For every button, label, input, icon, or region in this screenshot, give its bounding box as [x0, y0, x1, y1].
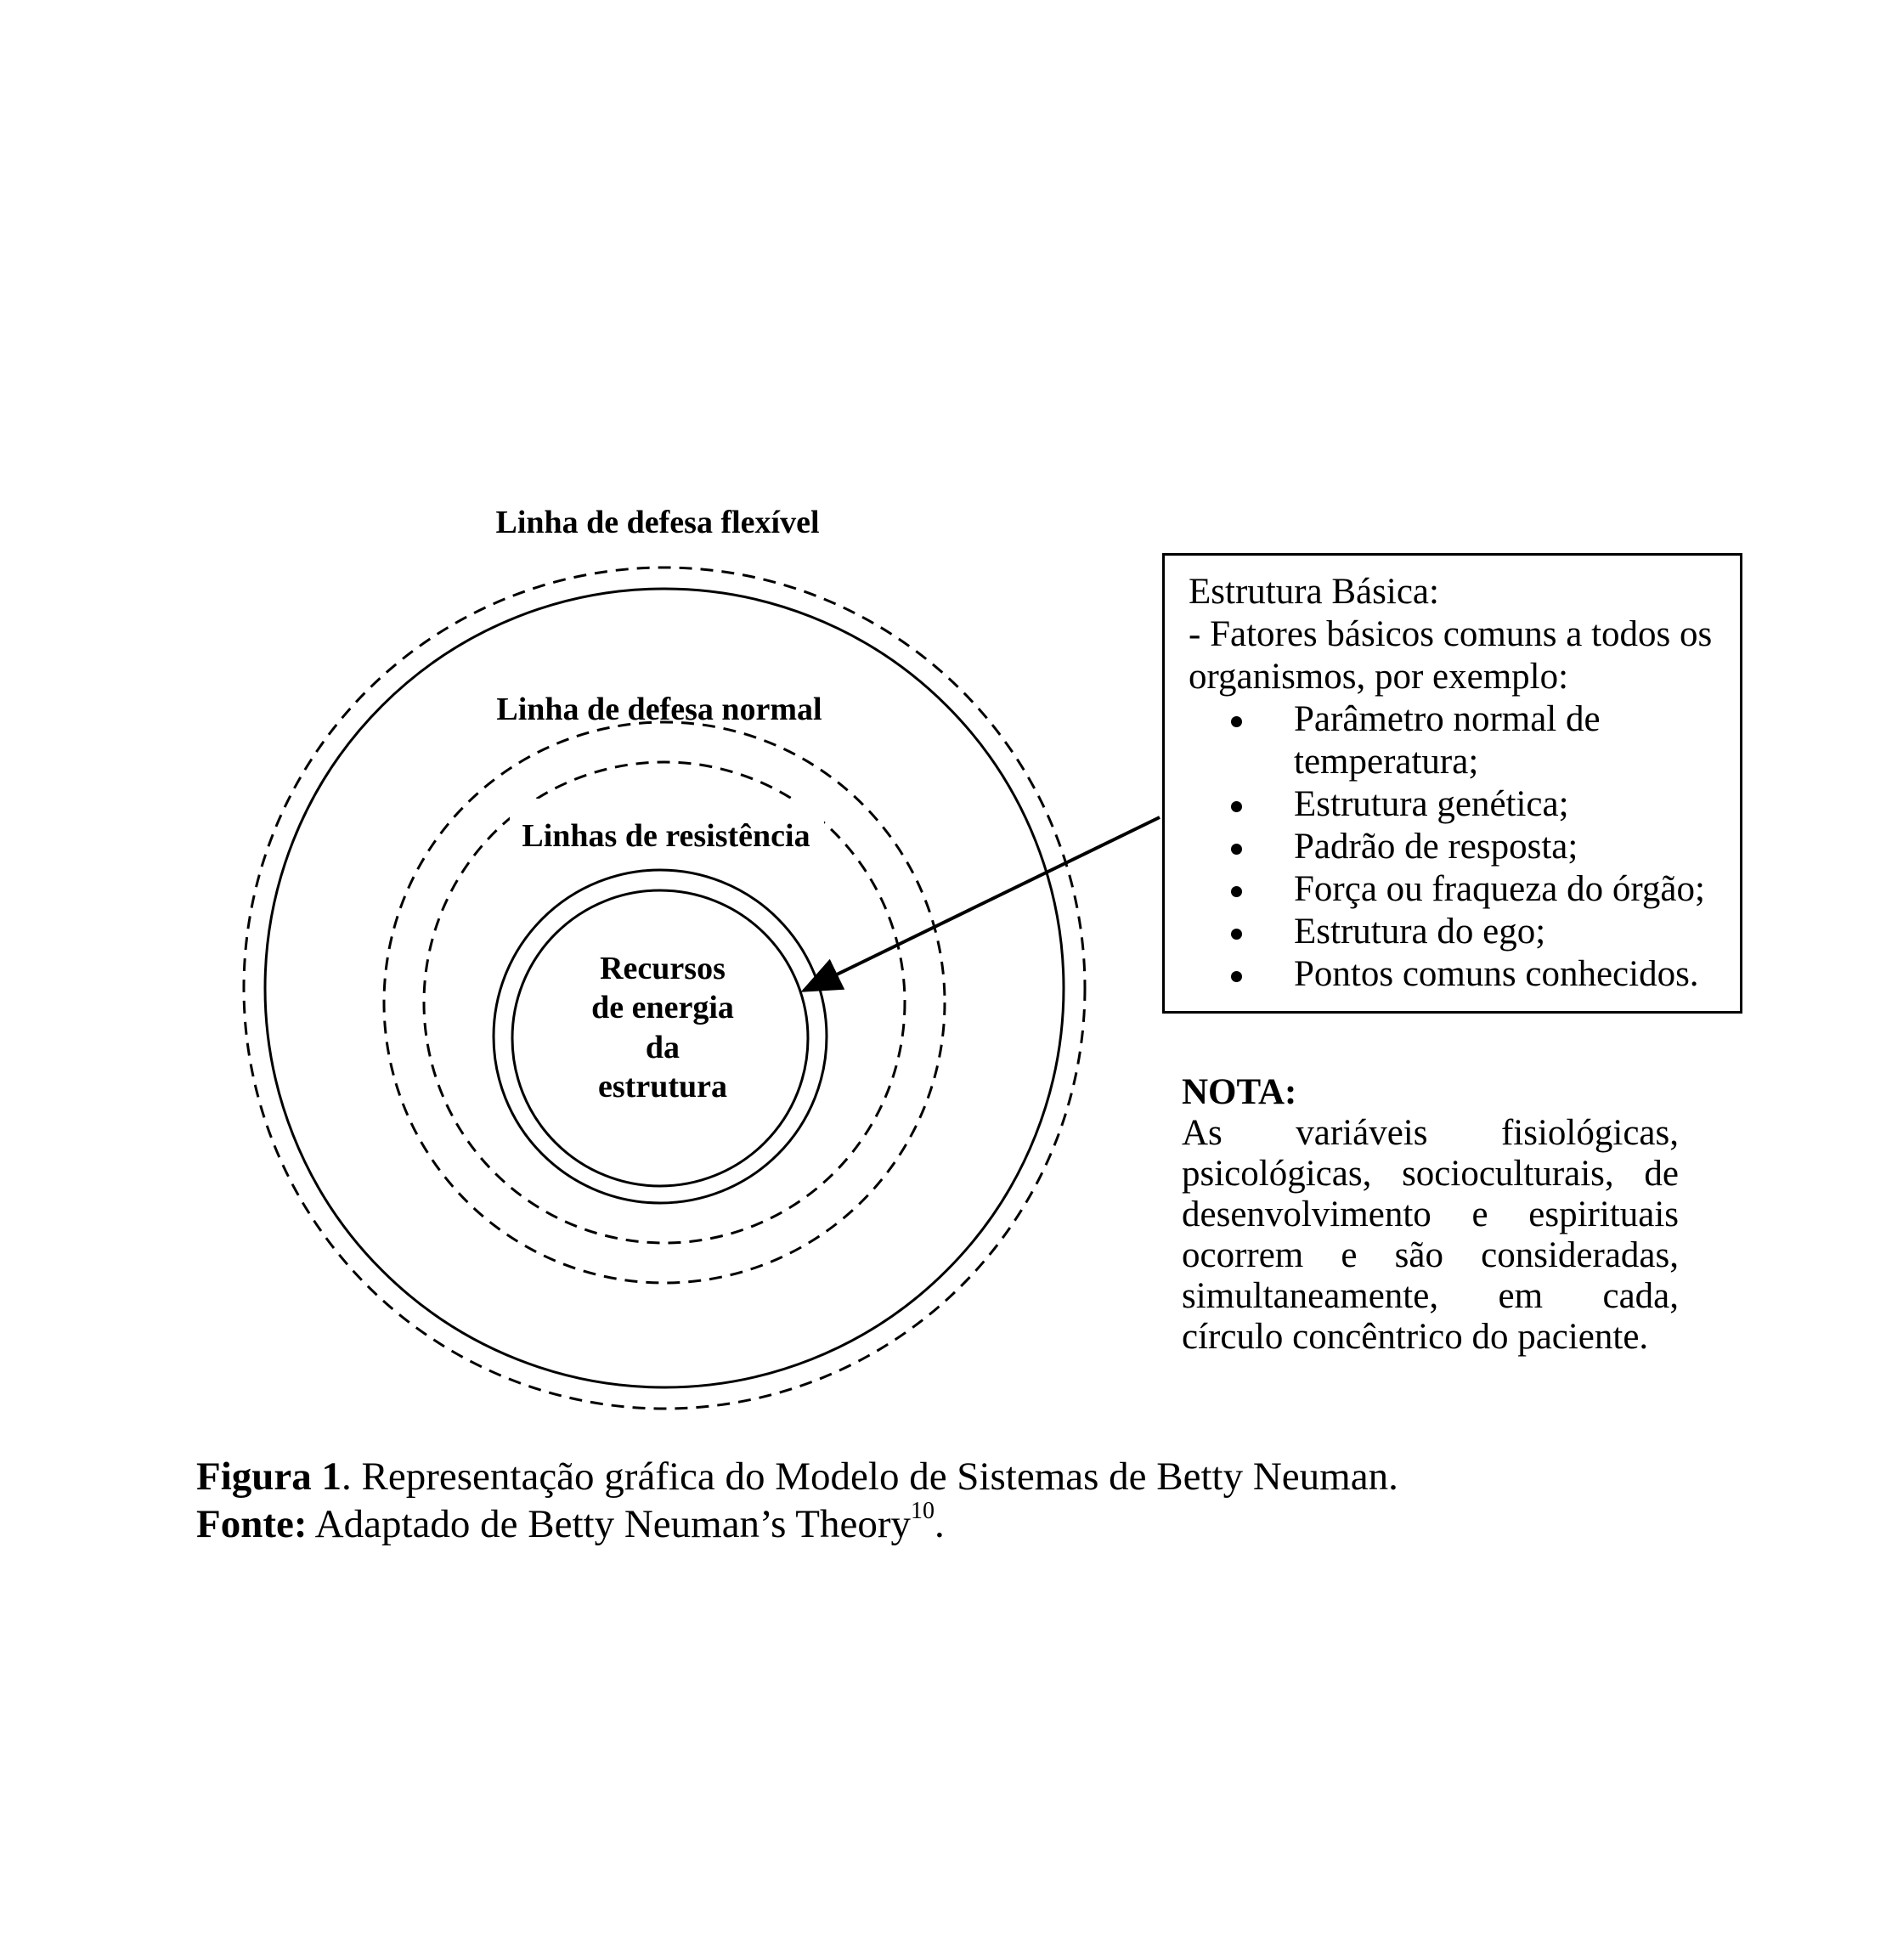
figure-label: Figura 1	[196, 1454, 342, 1499]
caption-source-line	[196, 1500, 1398, 1548]
list-item: Parâmetro normal de temperatura;	[1294, 698, 1716, 783]
source-text: Adaptado de Betty Neuman’s Theory	[307, 1502, 912, 1546]
list-item: Pontos comuns conhecidos.	[1294, 953, 1716, 996]
core-label-line-1: Recursos	[600, 951, 726, 986]
list-item: Estrutura genética;	[1294, 783, 1716, 826]
list-item: Estrutura do ego;	[1294, 911, 1716, 953]
basic-structure-list	[1189, 698, 1716, 996]
resistance-lines-label: Linhas de resistência	[522, 818, 810, 854]
caption-figure-line	[196, 1453, 1398, 1500]
basic-structure-box	[1162, 553, 1742, 1014]
note-title: NOTA:	[1182, 1072, 1297, 1112]
normal-defense-line-label: Linha de defesa normal	[496, 692, 822, 727]
note-block	[1182, 1072, 1679, 1358]
core-label-line-2: de energia	[591, 990, 734, 1025]
source-label: Fonte:	[196, 1502, 308, 1546]
basic-structure-intro: - Fatores básicos comuns a todos os organismos, por exemplo:	[1189, 614, 1713, 697]
source-reference: 10	[911, 1498, 935, 1524]
flexible-defense-line-label: Linha de defesa flexível	[495, 505, 820, 540]
note-text: As variáveis fisiológicas, psicológicas, socioculturais, de desenvolvimento e espirituais ocorrem e são consideradas, simultaneamente, em cada, círculo concêntrico do paciente.	[1182, 1113, 1679, 1357]
core-label-line-3: da	[645, 1030, 680, 1065]
basic-structure-title: Estrutura Básica:	[1189, 572, 1439, 612]
figure-caption	[196, 1453, 1398, 1548]
figure-text: . Representação gráfica do Modelo de Sistemas de Betty Neuman.	[342, 1454, 1398, 1499]
source-end: .	[935, 1502, 945, 1546]
basic-structure-arrow	[804, 817, 1160, 991]
list-item: Padrão de resposta;	[1294, 826, 1716, 868]
core-label-line-4: estrutura	[598, 1069, 727, 1104]
list-item: Força ou fraqueza do órgão;	[1294, 868, 1716, 911]
